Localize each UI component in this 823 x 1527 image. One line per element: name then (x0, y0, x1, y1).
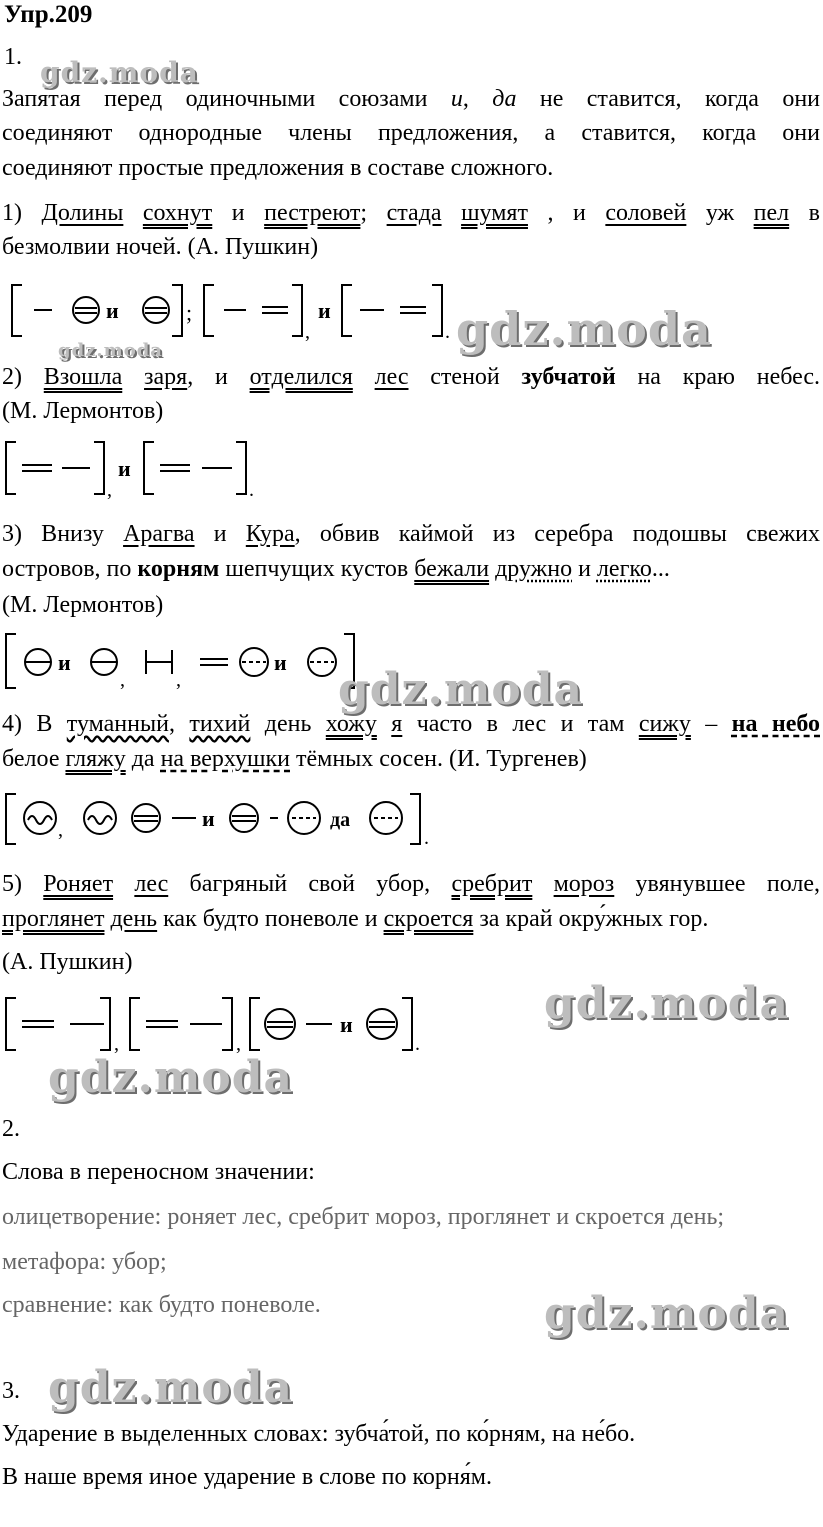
sentence-3-line-3: (М. Лермонтов) (2, 592, 164, 618)
schema-4 (0, 790, 440, 850)
svg-text:,: , (236, 1033, 241, 1055)
watermark: gdz.moda (58, 340, 163, 361)
task-number-2: 2. (2, 1116, 20, 1142)
sentence-4-line-1: 4) В туманный, тихий день хожу я часто в лес и там сижу – на небо (2, 711, 821, 737)
schema-conjunction: и (202, 806, 215, 831)
schema-conjunction: и (340, 1012, 353, 1037)
sentence-2-line-2: (М. Лермонтов) (2, 398, 164, 424)
watermark: gdz.moda (544, 1288, 790, 1339)
schema-3 (0, 630, 370, 694)
schema-conjunction: да (330, 809, 351, 831)
sentence-3-line-2: островов, по корням шепчущих кустов бежали дружно и легко... (2, 556, 670, 582)
schema-5 (0, 994, 430, 1058)
task-number-1: 1. (4, 44, 22, 70)
watermark: gdz.moda (48, 1362, 294, 1413)
svg-text:,: , (114, 1033, 119, 1055)
task-3-line-2: В наше время иное ударение в слове по корня́м. (2, 1464, 492, 1490)
svg-text:;: ; (186, 300, 193, 325)
svg-text:,: , (176, 669, 181, 691)
sentence-5-line-1: 5) Роняет лес багряный свой убор, сребрит мороз увянувшее поле, (2, 871, 821, 897)
rule-line-2: соединяют однородные члены предложения, а ставится, когда они (2, 120, 820, 146)
rule-line-1: Запятая перед одиночными союзами и, да не ставится, когда они (2, 86, 821, 112)
svg-text:.: . (249, 479, 254, 501)
task-2-item: сравнение: как будто поневоле. (2, 1292, 321, 1318)
schema-conjunction: и (318, 298, 331, 323)
svg-text:.: . (445, 321, 450, 343)
svg-text:,: , (107, 479, 112, 501)
task-2-item: метафора: убор; (2, 1249, 167, 1275)
task-3-line-1: Ударение в выделенных словах: зубча́той, по ко́рням, на не́бо. (2, 1421, 636, 1447)
task-2-item: олицетворение: роняет лес, сребрит мороз, проглянет и скроется день; (2, 1204, 725, 1230)
sentence-4-line-2: белое гляжу да на верхушки тёмных сосен. (И. Тургенев) (2, 746, 587, 772)
task-number-3: 3. (2, 1378, 20, 1404)
sentence-5-line-3: (А. Пушкин) (2, 949, 133, 975)
svg-text:.: . (415, 1033, 420, 1055)
task-2-heading: Слова в переносном значении: (2, 1159, 315, 1185)
rule-line-3: соединяют простые предложения в составе сложного. (2, 155, 554, 181)
svg-text:,: , (58, 819, 63, 841)
watermark: gdz.moda (456, 302, 712, 356)
svg-text:.: . (424, 827, 429, 849)
page-title: Упр.209 (4, 1, 93, 28)
sentence-1-line-1: 1) Долины сохнут и пестреют; стада шумят , и соловей уж пел в (2, 200, 820, 226)
schema-conjunction: и (118, 456, 131, 481)
schema-conjunction: и (58, 650, 71, 675)
schema-conjunction: и (106, 298, 119, 323)
schema-conjunction: и (274, 650, 287, 675)
watermark: gdz.moda (338, 664, 584, 715)
schema-2 (0, 438, 270, 502)
svg-text:,: , (120, 669, 125, 691)
sentence-3-line-1: 3) Внизу Арагва и Кура, обвив каймой из серебра подошвы свежих (2, 521, 821, 547)
sentence-5-line-2: проглянет день как будто поневоле и скроется за край окру́жных гор. (2, 906, 709, 932)
sentence-1-line-2: безмолвии ночей. (А. Пушкин) (2, 234, 319, 260)
watermark: gdz.moda (40, 56, 199, 89)
watermark: gdz.moda (544, 978, 790, 1029)
sentence-2-line-1: 2) Взошла заря, и отделился лес стеной зубчатой на краю небес. (2, 364, 821, 390)
watermark: gdz.moda (48, 1052, 294, 1103)
svg-text:,: , (305, 321, 310, 343)
